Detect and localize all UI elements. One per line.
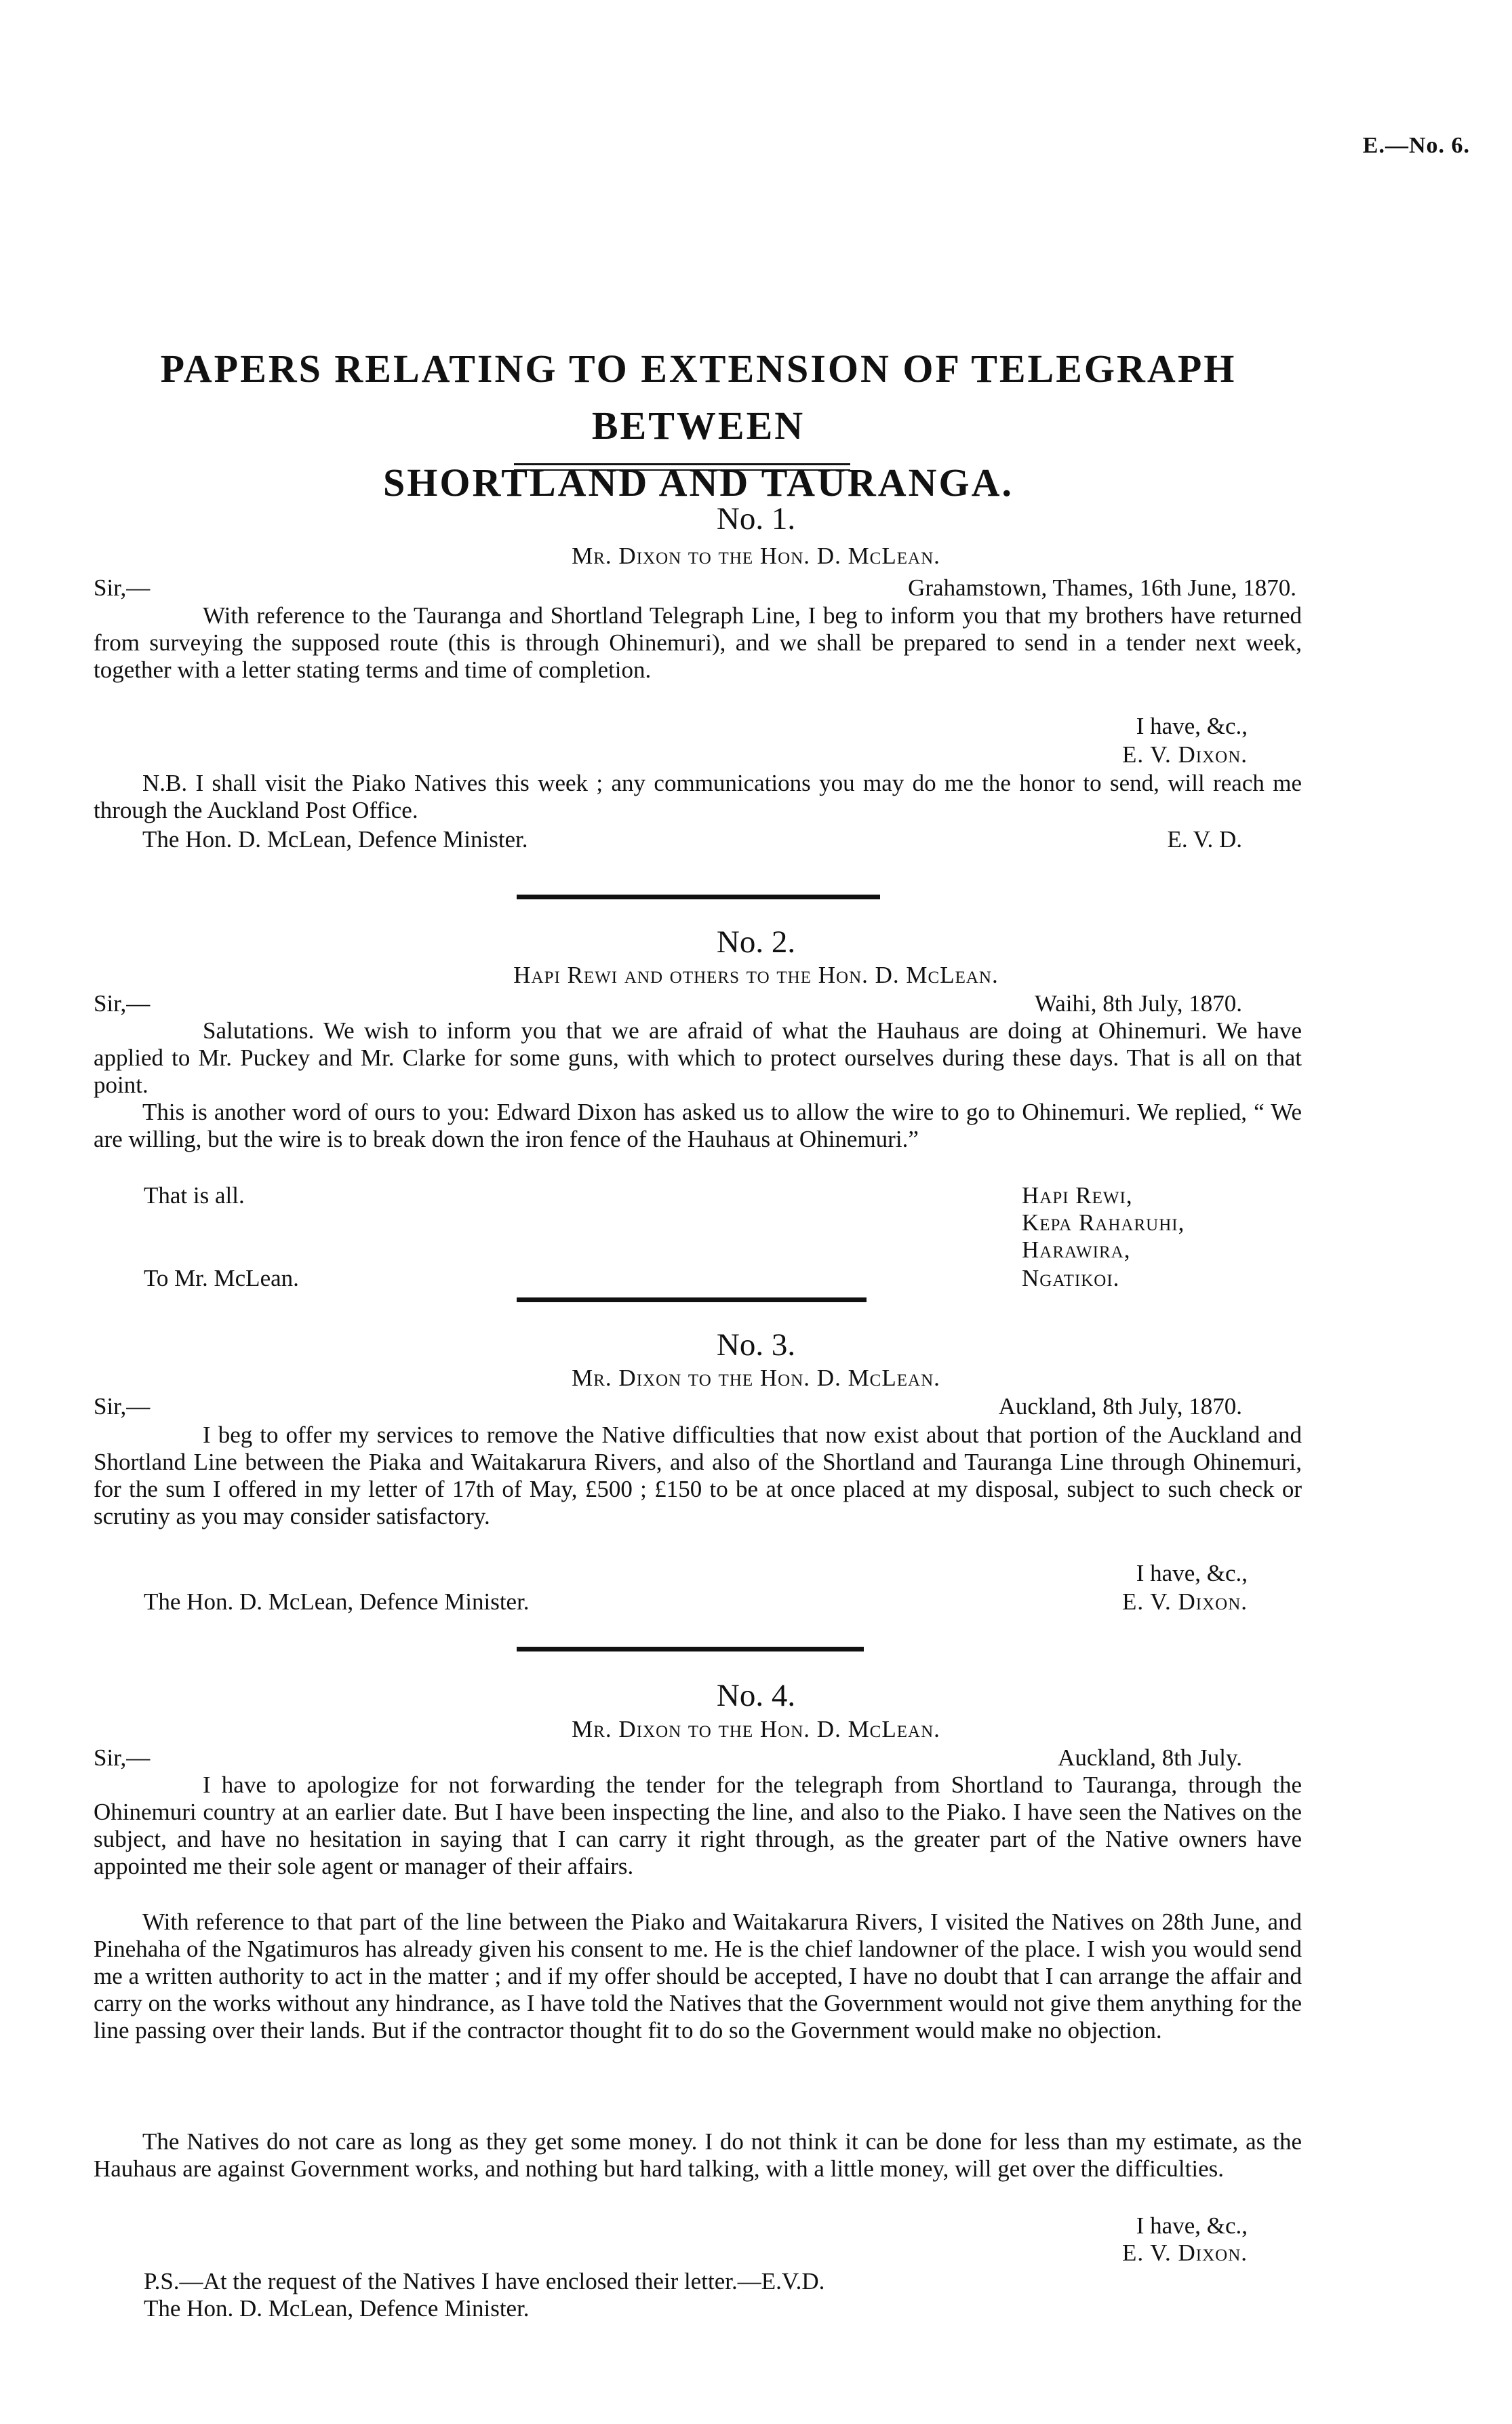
- postscript: P.S.—At the request of the Natives I have enclosed their letter.—E.V.D.: [144, 2268, 825, 2294]
- letter-heading: Mr. Dixon to the Hon. D. McLean.: [572, 543, 940, 569]
- addressee: The Hon. D. McLean, Defence Minister.: [144, 1588, 530, 1615]
- addressee: To Mr. McLean.: [144, 1265, 299, 1291]
- signature: E. V. Dixon.: [1121, 1588, 1248, 1615]
- closing: I have, &c.,: [1136, 713, 1248, 739]
- place-date: Waihi, 8th July, 1870.: [1034, 990, 1242, 1017]
- addressee: The Hon. D. McLean, Defence Minister.: [144, 2295, 530, 2322]
- letter-number: No. 3.: [716, 1327, 796, 1363]
- signatory: Ngatikoi.: [1022, 1265, 1120, 1291]
- closing: I have, &c.,: [1136, 1560, 1248, 1586]
- section-rule: [517, 895, 880, 899]
- place-date: Grahamstown, Thames, 16th June, 1870.: [908, 574, 1296, 601]
- addressee: The Hon. D. McLean, Defence Minister.: [142, 826, 528, 853]
- place-date: Auckland, 8th July, 1870.: [998, 1393, 1242, 1420]
- section-rule: [517, 1647, 864, 1651]
- letter-number: No. 1.: [716, 501, 796, 536]
- letter-body: I beg to offer my services to remove the Native difficulties that now exist about that portion of the Auckland and Shortland Line between the Piaka and Waitakarura Rivers, and also of the Shortland and Tauranga Line through Ohinemuri, for the sum I offered in my letter of 17th of May, £500 ; £150 to be at once placed at my disposal, subject to such check or scrutiny as you may consider satisfactory.: [94, 1422, 1302, 1529]
- salutation: Sir,—: [94, 574, 151, 601]
- letter-heading: Hapi Rewi and others to the Hon. D. McLean.: [513, 962, 999, 988]
- letter-body: The Natives do not care as long as they get some money. I do not think it can be done for less than my estimate, as the Hauhaus are against Government works, and nothing but hard talking, with a little money, will get over the difficulties.: [94, 2128, 1302, 2182]
- closing: That is all.: [144, 1182, 245, 1209]
- letter-body: This is another word of ours to you: Edward Dixon has asked us to allow the wire to go to Ohinemuri. We replied, “ We are willing, but the wire is to break down the iron fence of the Hauhaus at Ohinemuri.”: [94, 1099, 1302, 1152]
- letter-number: No. 2.: [716, 924, 796, 960]
- letter-body: I have to apologize for not forwarding the tender for the telegraph from Shortland to Tauranga, through the Ohinemuri country at an earlier date. But I have been inspecting the line, and also to the Piako. I have seen the Natives on the subject, and have no hesitation in saying that I can carry it right through, as the greater part of the Native owners have appointed me their sole agent or manager of their affairs.: [94, 1772, 1302, 1879]
- title-line-1: PAPERS RELATING TO EXTENSION OF TELEGRAPH BETWEEN: [160, 347, 1237, 448]
- title-rule: [514, 463, 850, 471]
- salutation: Sir,—: [94, 990, 151, 1017]
- letter-number: No. 4.: [716, 1678, 796, 1713]
- letter-body: With reference to the Tauranga and Shortland Telegraph Line, I beg to inform you that my brothers have returned from surveying the supposed route (this is through Ohinemuri), and we shall be prepared to send in a tender next week, together with a letter stating terms and time of completion.: [94, 602, 1302, 683]
- section-rule: [517, 1297, 867, 1302]
- closing: I have, &c.,: [1136, 2212, 1248, 2239]
- initials: E. V. D.: [1167, 826, 1242, 853]
- title-line-2: SHORTLAND AND TAURANGA.: [382, 461, 1014, 505]
- signatory: Kepa Raharuhi,: [1022, 1209, 1185, 1236]
- nota-bene: N.B. I shall visit the Piako Natives this week ; any communications you may do me the honor to send, will reach me through the Auckland Post Office.: [94, 770, 1302, 823]
- signatory: Hapi Rewi,: [1022, 1182, 1133, 1209]
- letter-body: Salutations. We wish to inform you that we are afraid of what the Hauhaus are doing at Ohinemuri. We have applied to Mr. Puckey and Mr. Clarke for some guns, with which to protect ourselves during these days. That is all on that point.: [94, 1017, 1302, 1098]
- signature: E. V. Dixon.: [1121, 2240, 1248, 2266]
- salutation: Sir,—: [94, 1393, 151, 1420]
- page-title: [88, 340, 1309, 511]
- letter-heading: Mr. Dixon to the Hon. D. McLean.: [572, 1716, 940, 1742]
- salutation: Sir,—: [94, 1744, 151, 1771]
- place-date: Auckland, 8th July.: [1058, 1744, 1242, 1771]
- page-reference: E.—No. 6.: [1362, 133, 1470, 158]
- letter-heading: Mr. Dixon to the Hon. D. McLean.: [572, 1365, 940, 1391]
- signatory: Harawira,: [1022, 1236, 1131, 1263]
- letter-body: With reference to that part of the line between the Piako and Waitakarura Rivers, I visited the Natives on 28th June, and Pinehaha of the Ngatimuros has already given his consent to me. He is the chief landowner of the place. I wish you would send me a written authority to act in the matter ; and if my offer should be accepted, I have no doubt that I can arrange the affair and carry on the works without any hindrance, as I have told the Natives that the Government would not give them anything for the line passing over their lands. But if the contractor thought fit to do so the Government would make no objection.: [94, 1909, 1302, 2044]
- signature: E. V. Dixon.: [1121, 741, 1248, 768]
